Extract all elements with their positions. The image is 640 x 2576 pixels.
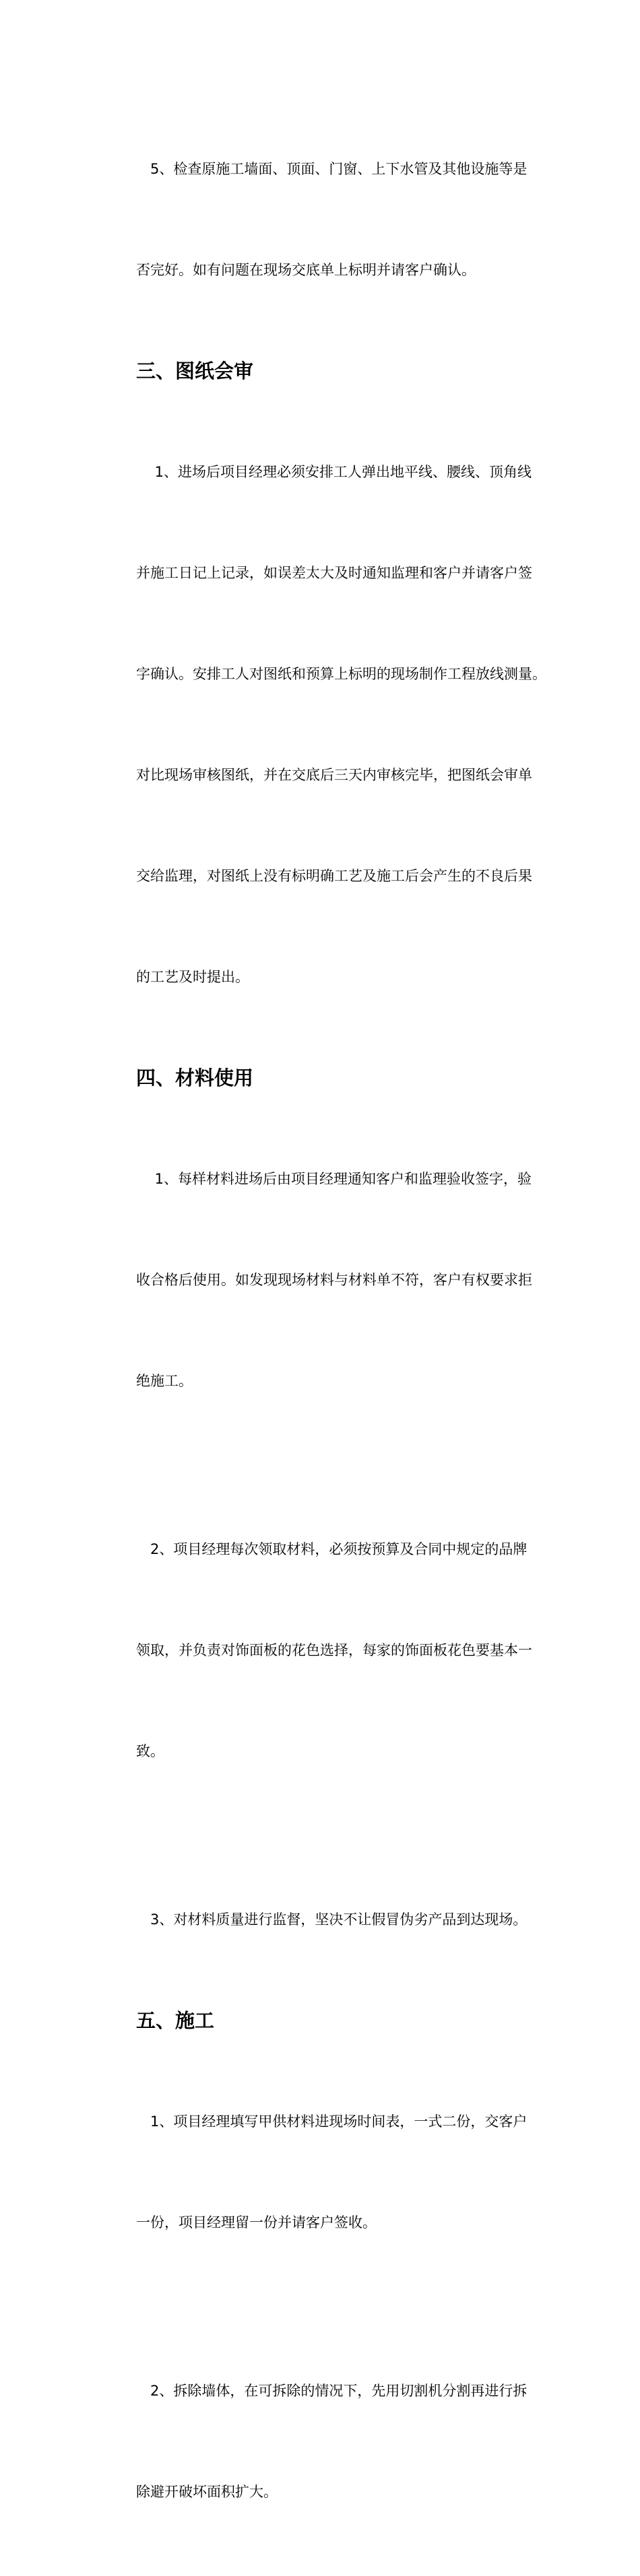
paragraph-wall-demolition <box>136 2307 547 2576</box>
document-body <box>136 85 547 2576</box>
paragraph-material-collection <box>136 1465 547 1835</box>
text-line: 的工艺及时提出。 <box>136 969 249 985</box>
text-line: 1、项目经理填写甲供材料进现场时间表，一式二份，交客户 <box>136 2113 527 2130</box>
text-line: 除避开破坏面积扩大。 <box>136 2484 278 2500</box>
text-line: 1、每样材料进场后由项目经理通知客户和监理验收签字，验 <box>136 1171 532 1187</box>
text-line: 领取，并负责对饰面板的花色选择，每家的饰面板花色要基本一 <box>136 1642 532 1658</box>
text-line: 2、项目经理每次领取材料，必须按预算及合同中规定的品牌 <box>136 1541 527 1557</box>
paragraph-check-existing-facilities <box>136 85 547 354</box>
text-line: 否完好。如有问题在现场交底单上标明并请客户确认。 <box>136 262 476 278</box>
paragraph-supply-schedule <box>136 2037 547 2307</box>
text-line: 收合格后使用。如发现现场材料与材料单不符，客户有权要求拒 <box>136 1272 532 1288</box>
text-line: 一份，项目经理留一份并请客户签收。 <box>136 2214 377 2231</box>
text-line: 并施工日记上记录，如误差太大及时通知监理和客户并请客户签 <box>136 565 532 581</box>
section-heading-material-usage: 四、材料使用 <box>136 1066 254 1089</box>
text-line: 2、拆除墙体，在可拆除的情况下，先用切割机分割再进行拆 <box>136 2383 527 2399</box>
text-line: 对比现场审核图纸，并在交底后三天内审核完毕，把图纸会审单 <box>136 767 532 783</box>
paragraph-material-acceptance <box>136 1095 547 1465</box>
section-heading-construction: 五、施工 <box>136 2009 215 2032</box>
paragraph-material-quality <box>136 1835 547 2004</box>
text-line: 字确认。安排工人对图纸和预算上标明的现场制作工程放线测量。 <box>136 666 546 682</box>
section-heading-drawing-review: 三、图纸会审 <box>136 360 254 382</box>
text-line: 致。 <box>136 1743 164 1759</box>
text-line: 交给监理，对图纸上没有标明确工艺及施工后会产生的不良后果 <box>136 868 532 884</box>
text-line: 5、检查原施工墙面、顶面、门窗、上下水管及其他设施等是 <box>136 161 527 177</box>
text-line: 1、进场后项目经理必须安排工人弹出地平线、腰线、顶角线 <box>136 464 532 480</box>
text-line: 3、对材料质量进行监督，坚决不让假冒伪劣产品到达现场。 <box>136 1911 527 1928</box>
text-line: 绝施工。 <box>136 1373 193 1389</box>
paragraph-drawing-review <box>136 388 547 1061</box>
